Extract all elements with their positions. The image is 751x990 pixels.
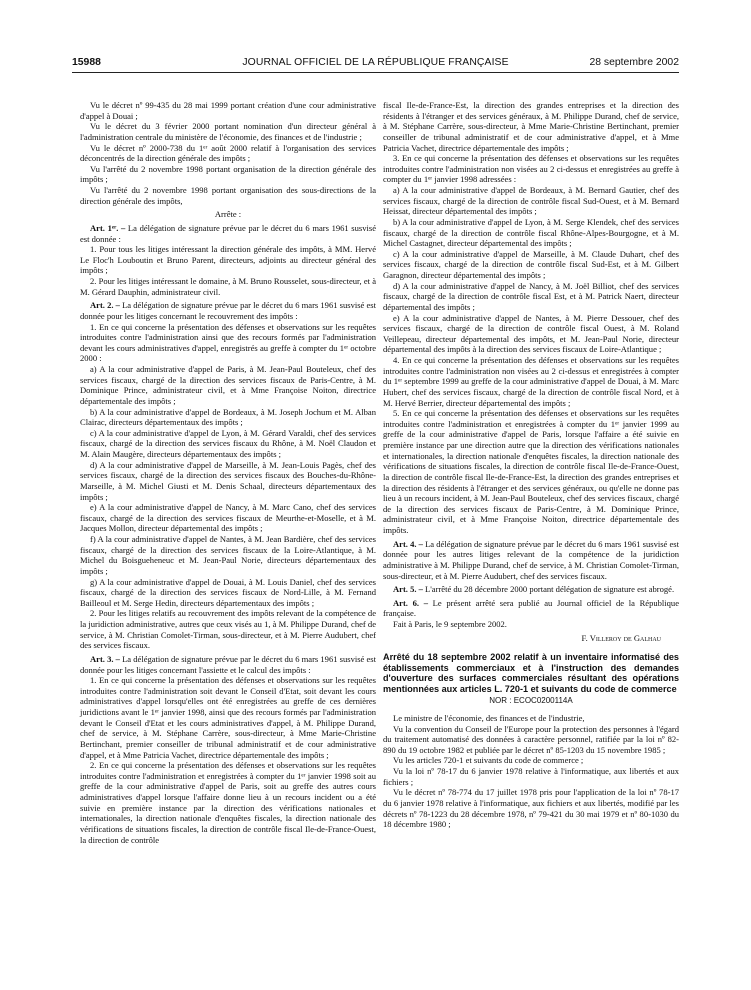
paragraph: g) A la cour administrative d'appel de Douai, à M. Louis Daniel, chef des services fiscaux, chargé de la direction des services fiscaux de Nord-Lille, à M. Fernand Bailleoul et M. Serge Hedin, directeurs départementaux des impôts ; (80, 576, 376, 608)
article-6: Art. 6. – Le présent arrêté sera publié au Journal officiel de la République française. (383, 597, 679, 619)
paragraph: 2. En ce qui concerne la présentation des défenses et observations sur les requêtes introduites contre l'administration et enregistrées à compter du 1ᵉʳ janvier 1998 soit au greffe de la cour administrative d'appel de Paris, soit au greffe des autres cours administratives d'appel lorsque l'affaire donne lieu à un recours incident ou a été suivie en première instance par la direction des vérifications nationales et internationales, la direction nationale d'enquêtes fiscales, la direction nationale des vérifications de situations fiscales, la direction de contrôle fiscal Ile-de-France-Ouest, la direction de contrôle (80, 760, 376, 845)
paragraph: 5. En ce qui concerne la présentation des défenses et observations sur les requêtes introduites contre l'administration et enregistrées à compter du 1ᵉʳ janvier 1999 au greffe de la cour administrative d'appel de Paris, lorsque l'affaire a été suivie en première instance par une direction autre que la direction des vérifications nationales et internationales, la direction nationale d'enquêtes fiscales, la direction nationale des vérifications de situations fiscales, la direction de contrôle fiscal Ile-de-France-Ouest, la direction de contrôle fiscal Ile-de-France-Est, la direction des grandes entreprises et la direction des résidents à l'étranger et des services généraux, ou qu'elle ne donne pas lieu à un recours incident, à M. Jean-Paul Bouteleux, chef des services fiscaux, chargé de la direction des services fiscaux de Paris-Centre, à M. Dominique Prince, administrateur civil, et à Mme Françoise Noiton, directrice départementale des impôts. (383, 408, 679, 535)
paragraph: b) A la cour administrative d'appel de Bordeaux, à M. Joseph Jochum et M. Alban Clairac, directeurs départementaux des impôts ; (80, 406, 376, 428)
article-1: Art. 1ᵉʳ. – La délégation de signature prévue par le décret du 6 mars 1961 susvisé est donnée : (80, 222, 376, 244)
article-number: Art. 5. – (393, 584, 423, 595)
paragraph: a) A la cour administrative d'appel de Paris, à M. Jean-Paul Bouteleux, chef des services fiscaux, chargé de la direction des services fiscaux de Paris-Centre, à M. Dominique Prince, administrateur civil, et à Mme Françoise Noiton, directrice départementale des impôts ; (80, 364, 376, 406)
paragraph: fiscal Ile-de-France-Est, la direction des grandes entreprises et la direction des résidents à l'étranger et des services généraux, à M. Philippe Durand, chef de service, à M. Stéphane Carrère, sous-directeur, à Mme Marie-Christine Bertinchant, premier conseiller de tribunal administratif et de cour administrative d'appel, et à Mme Patricia Vachet, directrice départementale des impôts ; (383, 100, 679, 153)
paragraph: 3. En ce qui concerne la présentation des défenses et observations sur les requêtes introduites contre l'administration non visées au 2 ci-dessus et enregistrées au greffe à compter du 1ᵉʳ janvier 1998 adressées : (383, 153, 679, 185)
paragraph: a) A la cour administrative d'appel de Bordeaux, à M. Bernard Gautier, chef des services fiscaux, chargé de la direction de contrôle fiscal Sud-Ouest, et à M. Bernard Heissat, directeur départemental des impôts ; (383, 185, 679, 217)
article-5: Art. 5. – L'arrêté du 28 décembre 2000 portant délégation de signature est abrogé. (393, 584, 675, 595)
paragraph: Vu le décret nº 78-774 du 17 juillet 1978 pris pour l'application de la loi nº 78-17 du 6 janvier 1978 relative à l'informatique, aux fichiers et aux libertés, modifié par les décrets nº 78-1223 du 28 décembre 1978, nº 79-421 du 30 mai 1979 et nº 80-1030 du 18 décembre 1980 ; (383, 787, 679, 830)
paragraph: Vu le décret nº 99-435 du 28 mai 1999 portant création d'une cour administrative d'appel à Douai ; (80, 100, 376, 121)
decree-title: Arrêté du 18 septembre 2002 relatif à un inventaire informatisé des établissements commerciaux et à l'instruction des demandes d'ouverture des surfaces commerciales résultant des opérations mentionnées aux articles L. 720-1 et suivants du code de commerce (383, 652, 679, 694)
paragraph: d) A la cour administrative d'appel de Nancy, à M. Joël Billiot, chef des services fiscaux, chargé de la direction de contrôle fiscal Est, et à M. Patrick Naert, directeur départemental des impôts ; (383, 280, 679, 312)
signatory: F. Villeroy de Galhau (581, 632, 661, 643)
paragraph: Vu l'arrêté du 2 novembre 1998 portant organisation des sous-directions de la direction générale des impôts, (80, 185, 376, 206)
paragraph: 1. Pour tous les litiges intéressant la direction générale des impôts, à MM. Hervé Le Floc'h Louboutin et Bruno Parent, directeurs, adjoints au directeur général des impôts ; (80, 244, 376, 276)
article-number: Art. 6. – (393, 597, 428, 608)
paragraph: f) A la cour administrative d'appel de Nantes, à M. Jean Bardière, chef des services fiscaux, chargé de la direction des services fiscaux de la Loire-Atlantique, à M. Michel du Boisgueheneuc et M. Jean-Paul Norie, directeurs départementaux des impôts ; (80, 534, 376, 576)
arrete-heading: Arrête : (214, 209, 242, 220)
article-number: Art. 1ᵉʳ. – (90, 222, 126, 233)
paragraph: Vu l'arrêté du 2 novembre 1998 portant organisation de la direction générale des impôts ; (80, 163, 376, 185)
article-number: Art. 4. – (393, 538, 423, 549)
paragraph: e) A la cour administrative d'appel de Nantes, à M. Pierre Dessouer, chef des services fiscaux, chargé de la direction de contrôle fiscal Ouest, à M. Roland Veillepeau, directeur départemental des impôts, et M. Jean-Paul Norie, directeur départemental des impôts à la direction des services fiscaux de Loire-Atlantique ; (383, 312, 679, 355)
article-number: Art. 3. – (90, 653, 120, 664)
paragraph: b) A la cour administrative d'appel de Lyon, à M. Serge Klendek, chef des services fiscaux, chargé de la direction de contrôle fiscal Rhône-Alpes-Bourgogne, et à M. Michel Castagnet, directeur départemental des impôts ; (383, 216, 679, 249)
article-4: Art. 4. – La délégation de signature prévue par le décret du 6 mars 1961 susvisé est donnée pour les autres litiges relevant de la compétence de la juridiction administrative à M. Philippe Durand, chef de service, à M. Christian Comolet-Tirman, sous-directeur, et à M. Pierre Audubert, chef des services fiscaux. (383, 538, 679, 581)
signing-place-date: Fait à Paris, le 9 septembre 2002. (393, 619, 507, 629)
article-2: Art. 2. – La délégation de signature prévue par le décret du 6 mars 1961 susvisé est donnée pour les litiges concernant le recouvrement des impôts : (80, 300, 376, 321)
paragraph: c) A la cour administrative d'appel de Marseille, à M. Claude Duhart, chef des services fiscaux, chargé de la direction de contrôle fiscal Sud-Est, et à M. Gilbert Garagnon, directeur départemental des impôts ; (383, 248, 679, 280)
paragraph: e) A la cour administrative d'appel de Nancy, à M. Marc Cano, chef des services fiscaux, chargé de la direction des services fiscaux de Meurthe-et-Moselle, et à M. Jacques Mollon, directeur départemental des impôts ; (80, 502, 376, 534)
paragraph: 4. En ce qui concerne la présentation des défenses et observations sur les requêtes introduites contre l'administration non visées au 2 ci-dessus et enregistrées à compter du 1ᵉʳ septembre 1999 au greffe de la cour administrative d'appel de Douai, à M. Marc Hubert, chef des services fiscaux, chargé de la direction de contrôle fiscal Nord, et à M. Hervé Berrier, directeur départemental des impôts ; (383, 355, 679, 408)
paragraph: Vu la loi nº 78-17 du 6 janvier 1978 relative à l'informatique, aux libertés et aux fichiers ; (383, 766, 679, 787)
paragraph: Vu les articles 720-1 et suivants du code de commerce ; (393, 755, 584, 766)
article-number: Art. 2. – (90, 300, 120, 311)
page-header (72, 56, 679, 70)
paragraph: 1. En ce qui concerne la présentation des défenses et observations sur les requêtes introduites contre l'administration soit devant le Conseil d'Etat, soit devant les cours administratives d'appel lorsqu'elles ont été enregistrées au greffe de ces dernières juridictions avant le 1ᵉʳ janvier 1998, ainsi que des recours formés par l'administration devant le Conseil d'Etat et les cours administratives d'appel, à M. Philippe Durand, chef de service, à M. Stéphane Carrère, sous-directeur, à Mme Marie-Christine Bertinchant, premier conseiller de tribunal administratif et de cour administrative d'appel, et à Mme Patricia Vachet, directrice départementale des impôts ; (80, 675, 376, 760)
left-column (80, 100, 376, 845)
paragraph: Vu la convention du Conseil de l'Europe pour la protection des personnes à l'égard du traitement automatisé des données à caractère personnel, ratifiée par la loi nº 82-890 du 19 octobre 1982 et publiée par le décret nº 85-1203 du 15 novembre 1985 ; (383, 723, 679, 755)
paragraph: d) A la cour administrative d'appel de Marseille, à M. Jean-Louis Pagès, chef des services fiscaux, chargé de la direction des services fiscaux des Bouches-du-Rhône-Marseille, à M. Michel Giusti et M. Denis Schaal, directeurs départementaux des impôts ; (80, 459, 376, 502)
nor-reference: NOR : ECOC0200114A (489, 696, 573, 706)
header-rule (72, 72, 679, 73)
page-number: 15988 (72, 57, 101, 68)
journal-title: JOURNAL OFFICIEL DE LA RÉPUBLIQUE FRANÇAISE (242, 57, 509, 68)
paragraph: 2. Pour les litiges relatifs au recouvrement des impôts relevant de la compétence de la juridiction administrative, autres que ceux visés au 1, à M. Philippe Durand, chef de service, à M. Christian Comolet-Tirman, sous-directeur, et à M. Pierre Audubert, chef des services fiscaux. (80, 608, 376, 651)
paragraph: c) A la cour administrative d'appel de Lyon, à M. Gérard Varaldi, chef des services fiscaux, chargé de la direction des services fiscaux du Rhône, à M. Noël Claudon et M. Alain Maugère, directeurs départementaux des impôts ; (80, 427, 376, 459)
paragraph: Vu le décret nº 2000-738 du 1ᵉʳ août 2000 relatif à l'organisation des services déconcentrés de la direction générale des impôts ; (80, 142, 376, 164)
paragraph: 1. En ce qui concerne la présentation des défenses et observations sur les requêtes introduites contre l'administration ainsi que des recours formés par l'administration devant les cours administratives d'appel, enregistrés au greffe à compter du 1ᵉʳ octobre 2000 : (80, 321, 376, 364)
issue-date: 28 septembre 2002 (589, 57, 679, 68)
paragraph: Le ministre de l'économie, des finances et de l'industrie, (393, 712, 585, 723)
article-3: Art. 3. – La délégation de signature prévue par le décret du 6 mars 1961 susvisé est donnée pour les litiges concernant l'assiette et le calcul des impôts : (80, 653, 376, 675)
paragraph: Vu le décret du 3 février 2000 portant nomination d'un directeur général à l'administration centrale du ministère de l'économie, des finances et de l'industrie ; (80, 121, 376, 142)
right-column (383, 100, 679, 830)
paragraph: 2. Pour les litiges intéressant le domaine, à M. Bruno Rousselet, sous-directeur, et à M. Gérard Dauphin, administrateur civil. (80, 276, 376, 297)
